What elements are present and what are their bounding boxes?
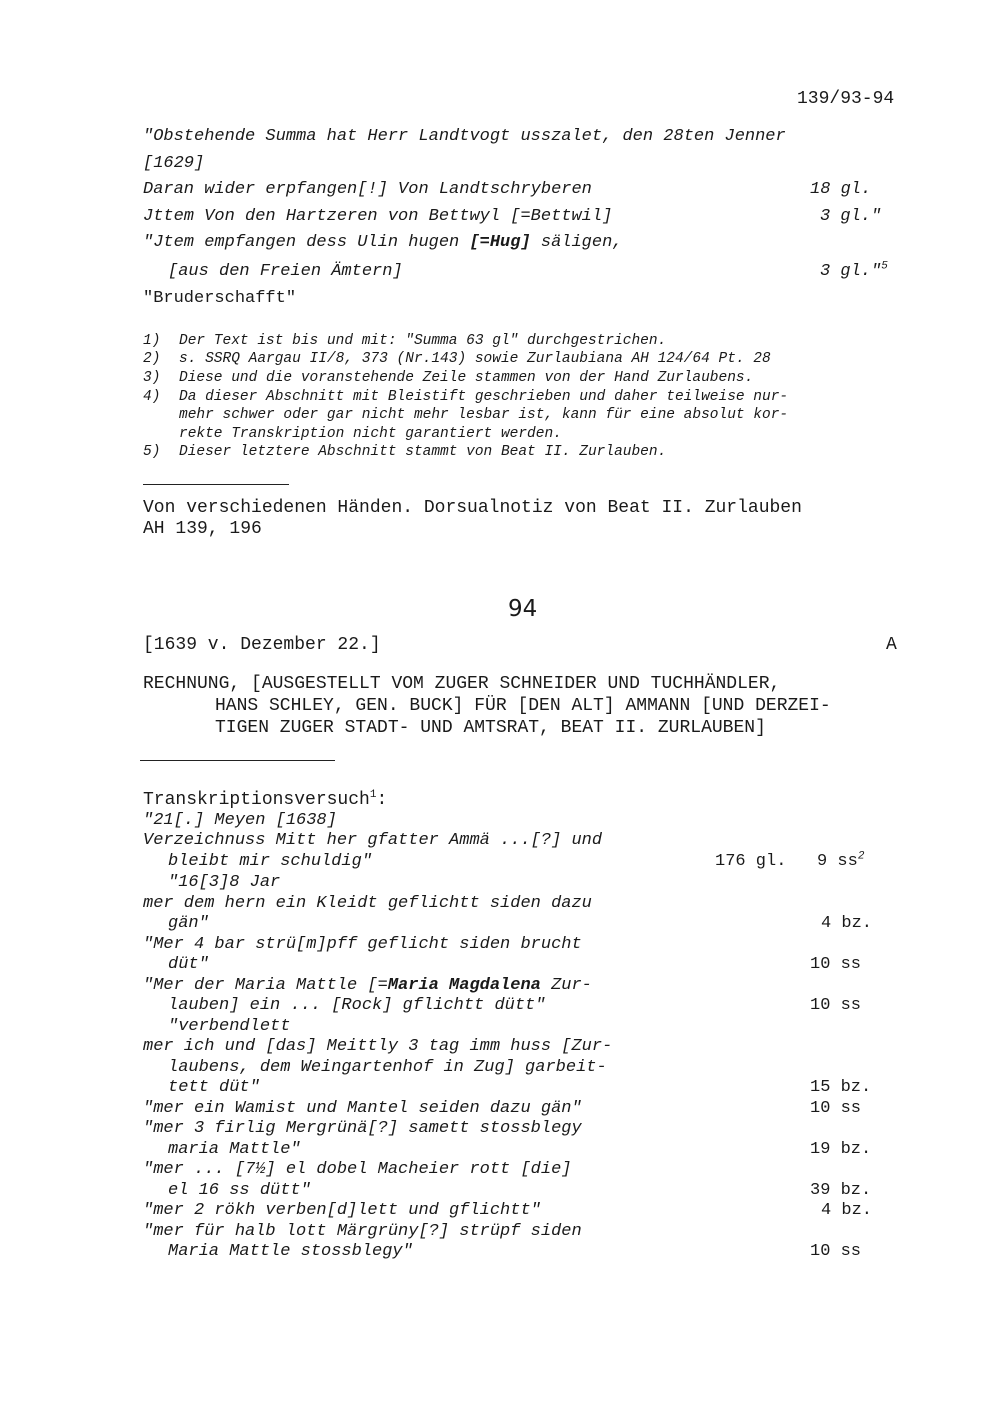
source-note: Von verschiedenen Händen. Dorsualnotiz von Beat II. Zurlauben	[143, 498, 802, 518]
page-reference: 139/93-94	[797, 89, 895, 109]
transcription-line: bleibt mir schuldig"	[168, 852, 373, 871]
transcription-line: el 16 ss dütt"	[168, 1181, 311, 1200]
transcription-line: mer dem hern ein Kleidt geflichtt siden dazu	[143, 894, 592, 913]
transcription-amount: 10 ss	[810, 955, 862, 974]
transcription-amount: 10 ss	[810, 996, 862, 1015]
transcription-amount: 39 bz.	[810, 1181, 872, 1200]
transcription-line	[143, 976, 592, 995]
document-number: 94	[508, 596, 538, 622]
quote-text: "Jtem empfangen dess Ulin hugen	[143, 233, 470, 252]
quote-line: Jttem Von den Hartzeren von Bettwyl [=Bettwil]	[143, 207, 613, 226]
transcription-line: "mer 2 rökh verben[d]lett und gflichtt"	[143, 1201, 541, 1220]
bold-name: Maria Magdalena	[387, 976, 541, 995]
document-letter: A	[886, 635, 897, 655]
transcription-line: Verzeichnuss Mitt her gfatter Ammä ...[?] und	[143, 831, 603, 850]
footnote-number: 3)	[143, 370, 161, 386]
quote-line: [1629]	[143, 154, 205, 173]
transcription-line: "mer ... [7½] el dobel Macheier rott [die]	[143, 1160, 572, 1179]
transcription-amount: 19 bz.	[810, 1140, 872, 1159]
quote-line	[143, 233, 623, 252]
transcription-line: "16[3]8 Jar	[168, 873, 281, 892]
transcription-amount: 10 ss	[810, 1242, 862, 1261]
footnote-text: mehr schwer oder gar nicht mehr lesbar ist, kann für eine absolut kor-	[179, 407, 789, 423]
label-text: Transkriptionsversuch	[143, 790, 370, 810]
footnote-number: 5)	[143, 444, 161, 460]
amount-text: 176 gl. 9 ss	[715, 852, 858, 871]
quote-line: [aus den Freien Ämtern]	[168, 262, 403, 281]
divider	[140, 760, 335, 761]
quote-line: Daran wider erpfangen[!] Von Landtschryberen	[143, 180, 592, 199]
transcription-line: lauben] ein ... [Rock] gflichtt dütt"	[168, 996, 546, 1015]
document-date: [1639 v. Dezember 22.]	[143, 635, 381, 655]
transcription-line: "mer ein Wamist und Mantel seiden dazu gän"	[143, 1099, 582, 1118]
transcription-line: Maria Mattle stossblegy"	[168, 1242, 413, 1261]
footnote-text: rekte Transkription nicht garantiert werden.	[179, 426, 562, 442]
transcription-line: laubens, dem Weingartenhof in Zug] garbeit-	[168, 1058, 607, 1077]
transcription-line: gän"	[168, 914, 209, 933]
quote-amount: 3 gl."	[820, 207, 882, 226]
footnote-marker: 1	[369, 789, 377, 801]
quote-line: "Bruderschafft"	[143, 289, 297, 308]
footnote-marker: 2	[857, 850, 865, 863]
quote-amount	[820, 262, 888, 281]
label-colon: :	[376, 790, 388, 810]
line-text: "Mer der Maria Mattle [=	[143, 976, 388, 995]
transcription-line: tett düt"	[168, 1078, 260, 1097]
amount-text: 3 gl."	[820, 262, 882, 281]
footnote-number: 2)	[143, 351, 161, 367]
transcription-amount	[715, 852, 864, 871]
transcription-line: "21[.] Meyen [1638]	[143, 811, 337, 830]
transcription-amount: 10 ss	[810, 1099, 862, 1118]
footnote-text: Der Text ist bis und mit: "Summa 63 gl" durchgestrichen.	[179, 333, 667, 349]
quote-amount: 18 gl.	[810, 180, 872, 199]
transcription-line: "Mer 4 bar strü[m]pff geflicht siden brucht	[143, 935, 582, 954]
transcription-label	[143, 790, 387, 810]
transcription-amount: 4 bz.	[821, 914, 873, 933]
heading-line: TIGEN ZUGER STADT- UND AMTSRAT, BEAT II. ZURLAUBEN]	[215, 718, 766, 738]
transcription-line: mer ich und [das] Meittly 3 tag imm huss [Zur-	[143, 1037, 613, 1056]
footnote-text: Dieser letztere Abschnitt stammt von Beat II. Zurlauben.	[179, 444, 667, 460]
line-text: Zur-	[540, 976, 592, 995]
footnote-marker: 5	[881, 260, 888, 273]
footnote-text: Diese und die voranstehende Zeile stammen von der Hand Zurlaubens.	[179, 370, 754, 386]
heading-line: HANS SCHLEY, GEN. BUCK] FÜR [DEN ALT] AMMANN [UND DERZEI-	[215, 696, 831, 716]
transcription-line: düt"	[168, 955, 209, 974]
transcription-line: "mer für halb lott Märgrüny[?] strüpf siden	[143, 1222, 582, 1241]
quote-bold-name: [=Hug]	[469, 233, 531, 252]
quote-text: säligen,	[530, 233, 623, 252]
footnote-number: 1)	[143, 333, 161, 349]
transcription-amount: 4 bz.	[821, 1201, 873, 1220]
transcription-line: maria Mattle"	[168, 1140, 301, 1159]
transcription-amount: 15 bz.	[810, 1078, 872, 1097]
source-note: AH 139, 196	[143, 519, 262, 539]
footnote-text: s. SSRQ Aargau II/8, 373 (Nr.143) sowie Zurlaubiana AH 124/64 Pt. 28	[179, 351, 771, 367]
footnote-number: 4)	[143, 389, 161, 405]
transcription-line: "mer 3 firlig Mergrünä[?] samett stossblegy	[143, 1119, 582, 1138]
footnote-text: Da dieser Abschnitt mit Bleistift geschrieben und daher teilweise nur-	[179, 389, 789, 405]
heading-line: RECHNUNG, [AUSGESTELLT VOM ZUGER SCHNEIDER UND TUCHHÄNDLER,	[143, 674, 781, 694]
quote-line: "Obstehende Summa hat Herr Landtvogt usszalet, den 28ten Jenner	[143, 127, 786, 146]
divider	[143, 484, 289, 485]
transcription-line: "verbendlett	[168, 1017, 291, 1036]
